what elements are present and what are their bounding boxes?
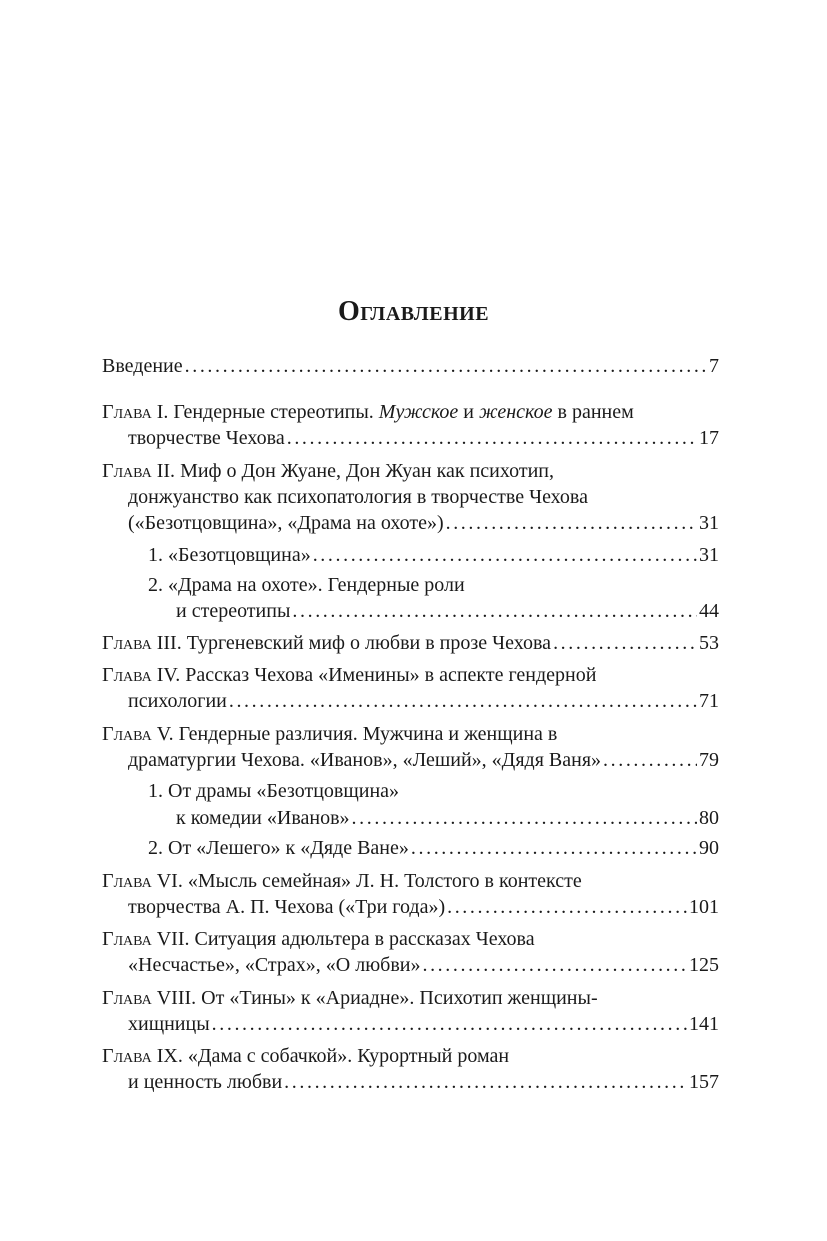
- page-number: 7: [709, 355, 719, 377]
- page-number: 157: [689, 1071, 719, 1093]
- entry-title: Тургеневский миф о любви в прозе Чехова: [181, 632, 552, 654]
- chapter-label: Глава VIII.: [102, 987, 197, 1009]
- toc-entry-ch2-1[interactable]: [148, 542, 719, 568]
- page-number: 79: [699, 749, 719, 771]
- entry-text: хищницы: [128, 1013, 210, 1035]
- entry-text: творчестве Чехова: [128, 427, 285, 449]
- page-number: 101: [689, 896, 719, 918]
- entry-text: 2. От «Лешего» к «Дяде Ване»: [148, 837, 409, 859]
- chapter-label: Глава II.: [102, 460, 176, 482]
- entry-text: 2. «Драма на охоте». Гендерные роли: [148, 574, 465, 596]
- entry-text: [102, 630, 551, 656]
- toc-entry-ch2-2-line2[interactable]: [176, 598, 719, 624]
- leader-dots: [422, 952, 687, 978]
- leader-dots: [212, 1011, 687, 1037]
- toc-entry-ch1-line2[interactable]: [128, 425, 719, 451]
- leader-dots: [446, 510, 697, 536]
- toc-entry-ch2-line3[interactable]: [128, 510, 719, 536]
- toc-entry-ch5-2[interactable]: [148, 835, 719, 861]
- page-number: 125: [689, 954, 719, 976]
- chapter-label: Глава VII.: [102, 928, 190, 950]
- toc-entry-ch4-line2[interactable]: [128, 688, 719, 714]
- chapter-label: Глава III.: [102, 632, 182, 654]
- page-number: 80: [699, 807, 719, 829]
- toc-entry-ch2-line2[interactable]: [128, 484, 719, 510]
- entry-text: 1. «Безотцовщина»: [148, 544, 311, 566]
- toc-entry-ch8-line2[interactable]: [128, 1011, 719, 1037]
- toc-entry-ch3[interactable]: [102, 630, 719, 656]
- entry-text: и ценность любви: [128, 1071, 283, 1093]
- entry-text: «Несчастье», «Страх», «О любви»: [128, 954, 421, 976]
- toc-entry-intro[interactable]: [102, 353, 719, 379]
- entry-text: психологии: [128, 690, 227, 712]
- chapter-label: Глава V.: [102, 723, 174, 745]
- toc-entry-ch4-line1[interactable]: [102, 662, 719, 688]
- toc-entry-ch6-line2[interactable]: [128, 894, 719, 920]
- toc-entry-ch7-line1[interactable]: [102, 926, 719, 952]
- toc-entry-ch5-1-line1[interactable]: [148, 778, 719, 804]
- toc-entry-ch9-line2[interactable]: [128, 1069, 719, 1095]
- toc-entry-ch2-2-line1[interactable]: [148, 572, 719, 598]
- toc-entry-ch5-1-line2[interactable]: [176, 805, 719, 831]
- toc-entry-ch2-line1[interactable]: [102, 458, 719, 484]
- leader-dots: [352, 805, 697, 831]
- entry-text: донжуанство как психопатология в творчестве Чехова: [128, 486, 588, 508]
- page-number: 53: [699, 632, 719, 654]
- leader-dots: [553, 630, 697, 656]
- entry-text: («Безотцовщина», «Драма на охоте»): [128, 512, 444, 534]
- entry-text-italic: женское: [479, 401, 553, 423]
- entry-text: в раннем: [552, 401, 634, 423]
- page-number: 141: [689, 1013, 719, 1035]
- page-number: 31: [699, 544, 719, 566]
- leader-dots: [313, 542, 697, 568]
- chapter-label: Глава IV.: [102, 664, 181, 686]
- toc-entry-ch5-line1[interactable]: [102, 721, 719, 747]
- entry-text: 1. От драмы «Безотцовщина»: [148, 780, 400, 802]
- page-number: 90: [699, 837, 719, 859]
- toc-entry-ch7-line2[interactable]: [128, 952, 719, 978]
- toc-entry-ch5-line2[interactable]: [128, 747, 719, 773]
- chapter-label: Глава IX.: [102, 1045, 183, 1067]
- entry-text: Ситуация адюльтера в рассказах Чехова: [189, 928, 535, 950]
- entry-text: Введение: [102, 355, 183, 377]
- entry-text: «Мысль семейная» Л. Н. Толстого в контексте: [182, 870, 582, 892]
- entry-text-italic: Мужское: [378, 401, 459, 423]
- leader-dots: [284, 1069, 687, 1095]
- entry-text: Гендерные стереотипы.: [168, 401, 379, 423]
- toc-entry-ch9-line1[interactable]: [102, 1043, 719, 1069]
- entry-text: и стереотипы: [176, 600, 291, 622]
- entry-text: «Дама с собачкой». Курортный роман: [182, 1045, 510, 1067]
- page-title: Оглавление: [337, 296, 490, 327]
- leader-dots: [411, 835, 697, 861]
- entry-text: к комедии «Иванов»: [176, 807, 350, 829]
- page-number: 71: [699, 690, 719, 712]
- page-number: 31: [699, 512, 719, 534]
- entry-text: Рассказ Чехова «Именины» в аспекте гендерной: [180, 664, 597, 686]
- entry-text: и: [458, 401, 479, 423]
- leader-dots: [292, 598, 697, 624]
- entry-text: Миф о Дон Жуане, Дон Жуан как психотип,: [175, 460, 555, 482]
- leader-dots: [229, 688, 697, 714]
- leader-dots: [287, 425, 697, 451]
- toc-entry-ch1-line1[interactable]: [102, 399, 719, 425]
- leader-dots: [447, 894, 687, 920]
- toc-entry-ch8-line1[interactable]: [102, 985, 719, 1011]
- entry-text: творчества А. П. Чехова («Три года»): [128, 896, 446, 918]
- toc-entry-ch6-line1[interactable]: [102, 868, 719, 894]
- entry-text: Гендерные различия. Мужчина и женщина в: [173, 723, 558, 745]
- leader-dots: [185, 353, 707, 379]
- entry-text: драматургии Чехова. «Иванов», «Леший», «Дядя Ваня»: [128, 749, 602, 771]
- page-number: 44: [699, 600, 719, 622]
- chapter-label: Глава VI.: [102, 870, 183, 892]
- page-number: 17: [699, 427, 719, 449]
- chapter-label: Глава I.: [102, 401, 169, 423]
- entry-text: От «Тины» к «Ариадне». Психотип женщины-: [196, 987, 598, 1009]
- leader-dots: [603, 747, 697, 773]
